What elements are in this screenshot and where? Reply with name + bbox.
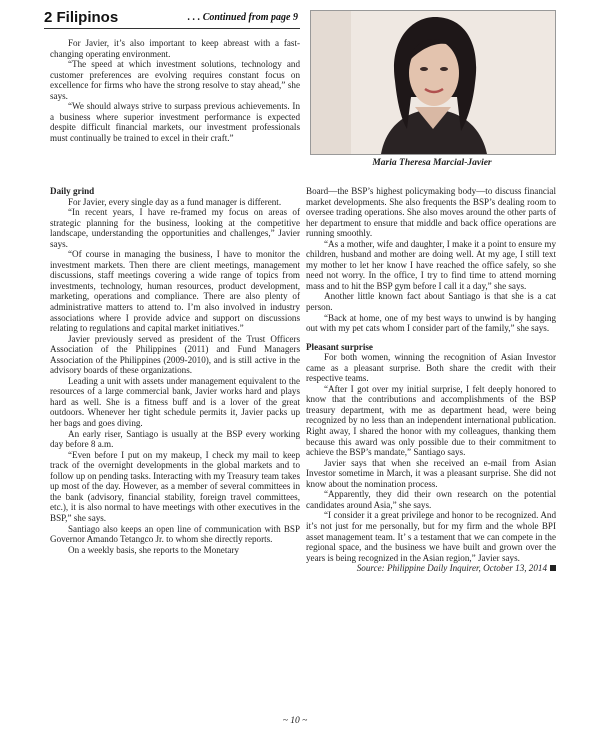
paragraph: An early riser, Santiago is usually at the BSP every working day before 8 a.m. xyxy=(50,428,300,450)
column-1-daily-grind xyxy=(50,186,300,555)
photo-caption: Maria Theresa Marcial-Javier xyxy=(372,158,492,168)
paragraph: Another little known fact about Santiago is that she is a cat person. xyxy=(306,291,556,313)
portrait-illustration xyxy=(311,11,555,154)
paragraph: “I consider it a great privilege and honor to be recognized. And it’s not just for me personally, but for my firm and the whole BPI asset management team. It’ s a testament that we can compete in the regional space, and the business we have built and grown over the years is being recognized in the Asian region,” Javier says. xyxy=(306,510,556,563)
continued-note: . . . Continued from page 9 xyxy=(187,12,298,23)
paragraph: “Of course in managing the business, I have to monitor the investment markets. Then there are client meetings, management discussions, staff meetings covering a wide range of topics from investments, technology, human resources, product development, marketing, operations and compliance. There are also plenty of administrative matters to attend to. I’m also involved in industry associations where I provide advice and support on discussions relating to regulations and capital market initiatives.” xyxy=(50,249,300,334)
page-number: ~ 10 ~ xyxy=(282,716,308,726)
paragraph: For both women, winning the recognition of Asian Investor came as a pleasant surprise. Both share the credit with their respective teams. xyxy=(306,352,556,384)
paragraph: On a weekly basis, she reports to the Monetary xyxy=(68,544,239,555)
paragraph: “Back at home, one of my best ways to unwind is by hanging out with my pet cats whom I consider part of the family,” she says. xyxy=(306,312,556,334)
paragraph: “The speed at which investment solutions, technology and customer preferences are evolving requires constant focus on excellence for firms who have the strong resolve to stay ahead,” she says. xyxy=(50,59,300,101)
source-text: Source: Philippine Daily Inquirer, October 13, 2014 xyxy=(356,563,547,574)
paragraph: Board—the BSP’s highest policymaking body—to discuss financial market developments. She also frequents the BSP’s dealing room to oversee trading operations. She also moves around the other parts of her department to ensure that middle and back office operations are running smoothly. xyxy=(306,186,556,239)
paragraph: “We should always strive to surpass previous achievements. In a business where superior investment performance is expected despite difficult financial markets, our investment professionals must continually be trained to excel in their craft.” xyxy=(50,101,300,143)
end-mark-icon xyxy=(550,565,556,571)
paragraph: For Javier, it’s also important to keep abreast with a fast-changing operating environment. xyxy=(50,38,300,59)
paragraph: For Javier, every single day as a fund manager is different. xyxy=(68,196,282,207)
portrait-photo xyxy=(310,10,556,155)
paragraph: “After I got over my initial surprise, I felt deeply honored to know that the contributions and accomplishments of the BSP treasury department, with me as department head, were being recognized by no less than an independent international publication. Right away, I shared the honor with my colleagues, thanking them because this award was only possible due to their commitment to achieve the BSP’s mandate,” Santiago says. xyxy=(306,383,556,458)
source-line xyxy=(306,563,556,574)
column-1-intro xyxy=(50,38,300,143)
paragraph: “Apparently, they did their own research on the potential candidates around Asia,” she says. xyxy=(306,489,556,510)
column-2 xyxy=(306,186,556,574)
paragraph: Leading a unit with assets under management equivalent to the resources of a large commercial bank, Javier works hard and plays hard as well. She is a fitness buff and is a lover of the great outdoors. Whenever her tight schedule permits it, Javier packs up her bags and goes diving. xyxy=(50,375,300,429)
paragraph: Javier previously served as president of the Trust Officers Association of the Philippines (2011) and Fund Managers Association of the Philippines (2009-2010), and is still active in the advisory boards of these organizations. xyxy=(50,333,300,376)
paragraph: “In recent years, I have re-framed my focus on areas of strategic planning for the business, looking at the competitive landscape, understanding the opportunities and challenges,” Javier says. xyxy=(50,207,300,249)
section-title: 2 Filipinos xyxy=(44,9,119,26)
paragraph: Santiago also keeps an open line of communication with BSP Governor Amando Tetangco Jr. to whom she directly reports. xyxy=(50,523,300,545)
paragraph: “Even before I put on my makeup, I check my mail to keep track of the overnight developments in the global markets and to follow up on pending tasks. Interacting with my Treasury team takes up most of the day. However, as a member of several committees in the bank (advisory, financial stability, foreign travel committees, etc.), it is also normal to have meetings with other executives in the BSP,” she says. xyxy=(50,449,300,523)
paragraph: “As a mother, wife and daughter, I make it a point to ensure my children, husband and mother are doing well. At my age, I still text my mother to let her know I have reached the office safely, so she need not worry. In the office, I try to find time to attend morning mass and to hit the BSP gym before I call it a day,” she says. xyxy=(306,238,556,291)
page-header xyxy=(44,8,300,29)
subheading-pleasant-surprise: Pleasant surprise xyxy=(306,341,373,352)
subheading-daily-grind: Daily grind xyxy=(50,186,95,196)
paragraph: Javier says that when she received an e-mail from Asian Investor sometime in March, it was a pleasant surprise. She did not know about the nomination process. xyxy=(306,457,556,489)
